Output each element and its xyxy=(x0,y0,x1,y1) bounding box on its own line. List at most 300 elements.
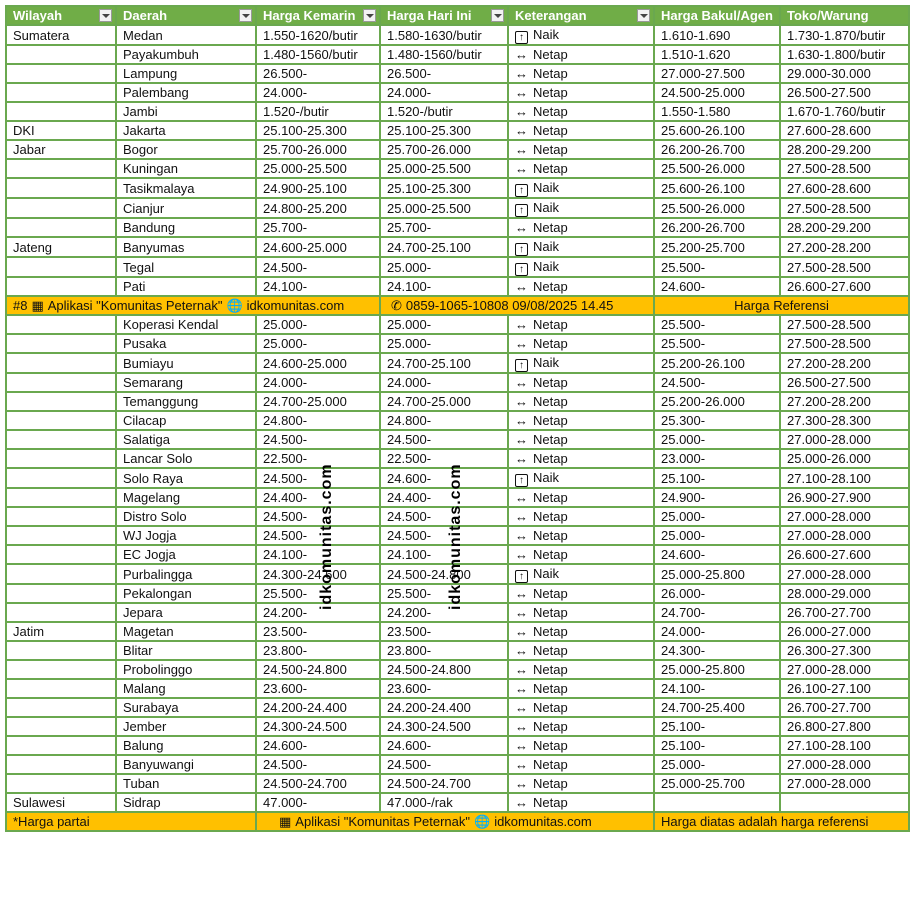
wilayah-cell[interactable] xyxy=(6,353,116,373)
wilayah-cell[interactable] xyxy=(6,411,116,430)
harga-bakul-cell[interactable]: 25.600-26.100 xyxy=(654,178,780,198)
daerah-cell[interactable]: Bumiayu xyxy=(116,353,256,373)
daerah-cell[interactable]: Tuban xyxy=(116,774,256,793)
daerah-cell[interactable]: Jepara xyxy=(116,603,256,622)
wilayah-cell[interactable]: Sumatera xyxy=(6,25,116,45)
filter-dropdown-icon[interactable] xyxy=(99,9,112,22)
harga-bakul-cell[interactable]: 25.200-25.700 xyxy=(654,237,780,257)
daerah-cell[interactable]: Cilacap xyxy=(116,411,256,430)
keterangan-cell[interactable]: ↔ Netap xyxy=(508,793,654,812)
harga-kemarin-cell[interactable]: 24.500- xyxy=(256,430,380,449)
toko-warung-cell[interactable]: 26.600-27.600 xyxy=(780,277,909,296)
toko-warung-cell[interactable]: 29.000-30.000 xyxy=(780,64,909,83)
toko-warung-cell[interactable] xyxy=(780,793,909,812)
toko-warung-cell[interactable]: 26.700-27.700 xyxy=(780,603,909,622)
keterangan-cell[interactable]: ↔ Netap xyxy=(508,218,654,237)
harga-bakul-cell[interactable]: 1.550-1.580 xyxy=(654,102,780,121)
wilayah-cell[interactable]: DKI xyxy=(6,121,116,140)
harga-bakul-cell[interactable]: 24.700- xyxy=(654,603,780,622)
harga-hari-ini-cell[interactable]: 25.500- xyxy=(380,584,508,603)
harga-kemarin-cell[interactable]: 24.300-24.500 xyxy=(256,717,380,736)
harga-bakul-cell[interactable]: 25.300- xyxy=(654,411,780,430)
daerah-cell[interactable]: Bogor xyxy=(116,140,256,159)
harga-hari-ini-cell[interactable]: 25.000-25.500 xyxy=(380,159,508,178)
keterangan-cell[interactable]: ↔ Netap xyxy=(508,660,654,679)
harga-kemarin-cell[interactable]: 24.100- xyxy=(256,545,380,564)
harga-kemarin-cell[interactable]: 24.600-25.000 xyxy=(256,353,380,373)
harga-hari-ini-cell[interactable]: 24.600- xyxy=(380,468,508,488)
table-row xyxy=(6,774,909,793)
keterangan-cell[interactable]: ↔ Netap xyxy=(508,449,654,468)
harga-kemarin-cell[interactable]: 25.000- xyxy=(256,334,380,353)
harga-kemarin-cell[interactable]: 25.700-26.000 xyxy=(256,140,380,159)
toko-warung-cell[interactable]: 27.300-28.300 xyxy=(780,411,909,430)
harga-bakul-cell[interactable]: 26.200-26.700 xyxy=(654,218,780,237)
harga-bakul-cell[interactable]: 25.200-26.100 xyxy=(654,353,780,373)
wilayah-cell[interactable] xyxy=(6,660,116,679)
harga-hari-ini-cell[interactable]: 24.500-24.800 xyxy=(380,660,508,679)
harga-hari-ini-cell[interactable]: 23.500- xyxy=(380,622,508,641)
wilayah-cell[interactable] xyxy=(6,774,116,793)
keterangan-cell[interactable]: ↔ Netap xyxy=(508,430,654,449)
daerah-cell[interactable]: Banyumas xyxy=(116,237,256,257)
wilayah-cell[interactable] xyxy=(6,315,116,334)
keterangan-cell[interactable]: ↔ Netap xyxy=(508,507,654,526)
wilayah-cell[interactable]: Jabar xyxy=(6,140,116,159)
daerah-cell[interactable]: Temanggung xyxy=(116,392,256,411)
toko-warung-cell[interactable]: 26.700-27.700 xyxy=(780,698,909,717)
harga-hari-ini-cell[interactable]: 47.000-/rak xyxy=(380,793,508,812)
harga-hari-ini-cell[interactable]: 24.700-25.100 xyxy=(380,237,508,257)
toko-warung-cell[interactable]: 27.500-28.500 xyxy=(780,198,909,218)
harga-hari-ini-cell[interactable]: 24.500- xyxy=(380,755,508,774)
harga-kemarin-cell[interactable]: 1.480-1560/butir xyxy=(256,45,380,64)
harga-hari-ini-cell[interactable]: 24.500-24.700 xyxy=(380,774,508,793)
harga-kemarin-cell[interactable]: 24.700-25.000 xyxy=(256,392,380,411)
table-row xyxy=(6,622,909,641)
harga-kemarin-cell[interactable]: 24.000- xyxy=(256,373,380,392)
toko-warung-cell[interactable]: 27.000-28.000 xyxy=(780,507,909,526)
wilayah-cell[interactable] xyxy=(6,102,116,121)
daerah-cell[interactable]: Purbalingga xyxy=(116,564,256,584)
harga-bakul-cell[interactable]: 24.600- xyxy=(654,277,780,296)
toko-warung-cell[interactable]: 27.000-28.000 xyxy=(780,660,909,679)
keterangan-cell[interactable]: ↑ Naik xyxy=(508,237,654,257)
wilayah-cell[interactable] xyxy=(6,507,116,526)
harga-bakul-cell[interactable]: 25.200-26.000 xyxy=(654,392,780,411)
daerah-cell[interactable]: Cianjur xyxy=(116,198,256,218)
harga-hari-ini-cell[interactable]: 1.480-1560/butir xyxy=(380,45,508,64)
harga-hari-ini-cell[interactable]: 25.100-25.300 xyxy=(380,121,508,140)
toko-warung-cell[interactable]: 27.600-28.600 xyxy=(780,178,909,198)
toko-warung-cell[interactable]: 1.670-1.760/butir xyxy=(780,102,909,121)
harga-bakul-cell[interactable]: 27.000-27.500 xyxy=(654,64,780,83)
filter-dropdown-icon[interactable] xyxy=(637,9,650,22)
keterangan-cell[interactable]: ↔ Netap xyxy=(508,526,654,545)
keterangan-cell[interactable]: ↔ Netap xyxy=(508,315,654,334)
daerah-cell[interactable]: Jakarta xyxy=(116,121,256,140)
filter-dropdown-icon[interactable] xyxy=(491,9,504,22)
harga-bakul-cell[interactable]: 25.000- xyxy=(654,430,780,449)
harga-hari-ini-cell[interactable]: 24.200-24.400 xyxy=(380,698,508,717)
harga-kemarin-cell[interactable]: 24.200- xyxy=(256,603,380,622)
toko-warung-cell[interactable]: 27.100-28.100 xyxy=(780,468,909,488)
harga-hari-ini-cell[interactable]: 25.000- xyxy=(380,257,508,277)
wilayah-cell[interactable] xyxy=(6,449,116,468)
harga-hari-ini-cell[interactable]: 24.500- xyxy=(380,430,508,449)
harga-hari-ini-cell[interactable]: 24.200- xyxy=(380,603,508,622)
wilayah-cell[interactable] xyxy=(6,392,116,411)
wilayah-cell[interactable] xyxy=(6,178,116,198)
harga-kemarin-cell[interactable]: 24.200-24.400 xyxy=(256,698,380,717)
keterangan-cell[interactable]: ↔ Netap xyxy=(508,83,654,102)
keterangan-cell[interactable]: ↑ Naik xyxy=(508,564,654,584)
harga-bakul-cell[interactable]: 24.000- xyxy=(654,622,780,641)
toko-warung-cell[interactable]: 27.200-28.200 xyxy=(780,237,909,257)
keterangan-cell[interactable]: ↑ Naik xyxy=(508,468,654,488)
daerah-cell[interactable]: Probolinggo xyxy=(116,660,256,679)
daerah-cell[interactable]: Pekalongan xyxy=(116,584,256,603)
wilayah-cell[interactable] xyxy=(6,717,116,736)
table-row xyxy=(6,392,909,411)
keterangan-cell[interactable]: ↔ Netap xyxy=(508,373,654,392)
harga-bakul-cell[interactable]: 24.100- xyxy=(654,679,780,698)
toko-warung-cell[interactable]: 27.000-28.000 xyxy=(780,755,909,774)
wilayah-cell[interactable] xyxy=(6,198,116,218)
harga-kemarin-cell[interactable]: 24.300-24.600 xyxy=(256,564,380,584)
harga-kemarin-cell[interactable]: 26.500- xyxy=(256,64,380,83)
harga-kemarin-cell[interactable]: 24.800-25.200 xyxy=(256,198,380,218)
daerah-cell[interactable]: Bandung xyxy=(116,218,256,237)
daerah-cell[interactable]: Balung xyxy=(116,736,256,755)
keterangan-cell[interactable]: ↔ Netap xyxy=(508,736,654,755)
keterangan-cell[interactable]: ↔ Netap xyxy=(508,488,654,507)
daerah-cell[interactable]: Pati xyxy=(116,277,256,296)
keterangan-cell[interactable]: ↑ Naik xyxy=(508,257,654,277)
toko-warung-cell[interactable]: 27.200-28.200 xyxy=(780,353,909,373)
harga-kemarin-cell[interactable]: 23.500- xyxy=(256,622,380,641)
filter-dropdown-icon[interactable] xyxy=(363,9,376,22)
keterangan-cell[interactable]: ↔ Netap xyxy=(508,121,654,140)
harga-hari-ini-cell[interactable]: 23.600- xyxy=(380,679,508,698)
harga-kemarin-cell[interactable]: 25.700- xyxy=(256,218,380,237)
harga-bakul-cell[interactable]: 25.500- xyxy=(654,315,780,334)
toko-warung-cell[interactable]: 26.900-27.900 xyxy=(780,488,909,507)
keterangan-cell[interactable]: ↔ Netap xyxy=(508,622,654,641)
harga-kemarin-cell[interactable]: 24.500- xyxy=(256,507,380,526)
toko-warung-cell[interactable]: 28.200-29.200 xyxy=(780,218,909,237)
harga-bakul-cell[interactable]: 25.500-26.000 xyxy=(654,198,780,218)
wilayah-cell[interactable] xyxy=(6,468,116,488)
harga-kemarin-cell[interactable]: 47.000- xyxy=(256,793,380,812)
harga-bakul-cell[interactable]: 1.510-1.620 xyxy=(654,45,780,64)
keterangan-cell[interactable]: ↔ Netap xyxy=(508,698,654,717)
toko-warung-cell[interactable]: 27.500-28.500 xyxy=(780,315,909,334)
harga-kemarin-cell[interactable]: 23.800- xyxy=(256,641,380,660)
keterangan-cell[interactable]: ↔ Netap xyxy=(508,159,654,178)
wilayah-cell[interactable] xyxy=(6,755,116,774)
harga-hari-ini-cell[interactable]: 24.800- xyxy=(380,411,508,430)
keterangan-cell[interactable]: ↔ Netap xyxy=(508,717,654,736)
harga-kemarin-cell[interactable]: 24.600-25.000 xyxy=(256,237,380,257)
harga-bakul-cell[interactable]: 24.700-25.400 xyxy=(654,698,780,717)
daerah-cell[interactable]: Jember xyxy=(116,717,256,736)
harga-bakul-cell[interactable]: 25.500- xyxy=(654,257,780,277)
daerah-cell[interactable]: Lampung xyxy=(116,64,256,83)
daerah-cell[interactable]: Semarang xyxy=(116,373,256,392)
keterangan-cell[interactable]: ↔ Netap xyxy=(508,64,654,83)
harga-kemarin-cell[interactable]: 24.800- xyxy=(256,411,380,430)
keterangan-cell[interactable]: ↑ Naik xyxy=(508,353,654,373)
daerah-cell[interactable]: Koperasi Kendal xyxy=(116,315,256,334)
harga-kemarin-cell[interactable]: 25.500- xyxy=(256,584,380,603)
daerah-cell[interactable]: Magelang xyxy=(116,488,256,507)
harga-kemarin-cell[interactable]: 24.500- xyxy=(256,257,380,277)
toko-warung-cell[interactable]: 27.500-28.500 xyxy=(780,257,909,277)
daerah-cell[interactable]: Medan xyxy=(116,25,256,45)
wilayah-cell[interactable] xyxy=(6,679,116,698)
wilayah-cell[interactable]: Jatim xyxy=(6,622,116,641)
harga-hari-ini-cell[interactable]: 24.500-24.800 xyxy=(380,564,508,584)
keterangan-cell[interactable]: ↑ Naik xyxy=(508,178,654,198)
harga-kemarin-cell[interactable]: 24.600- xyxy=(256,736,380,755)
harga-bakul-cell[interactable]: 25.100- xyxy=(654,717,780,736)
harga-bakul-cell[interactable]: 25.500- xyxy=(654,334,780,353)
harga-bakul-cell[interactable]: 26.200-26.700 xyxy=(654,140,780,159)
footer-row xyxy=(6,812,909,831)
harga-hari-ini-cell[interactable]: 25.000- xyxy=(380,334,508,353)
harga-hari-ini-cell[interactable]: 25.000- xyxy=(380,315,508,334)
harga-hari-ini-cell[interactable]: 25.100-25.300 xyxy=(380,178,508,198)
daerah-cell[interactable]: Lancar Solo xyxy=(116,449,256,468)
toko-warung-cell[interactable]: 27.000-28.000 xyxy=(780,430,909,449)
arrow-left-right-icon: ↔ xyxy=(515,662,528,677)
filter-dropdown-icon[interactable] xyxy=(239,9,252,22)
harga-bakul-cell[interactable]: 23.000- xyxy=(654,449,780,468)
daerah-cell[interactable]: WJ Jogja xyxy=(116,526,256,545)
table-row xyxy=(6,353,909,373)
wilayah-cell[interactable] xyxy=(6,45,116,64)
harga-hari-ini-cell[interactable]: 24.000- xyxy=(380,373,508,392)
daerah-cell[interactable]: Palembang xyxy=(116,83,256,102)
daerah-cell[interactable]: Malang xyxy=(116,679,256,698)
wilayah-cell[interactable] xyxy=(6,218,116,237)
keterangan-cell[interactable]: ↔ Netap xyxy=(508,679,654,698)
harga-hari-ini-cell[interactable]: 24.400- xyxy=(380,488,508,507)
wilayah-cell[interactable]: Jateng xyxy=(6,237,116,257)
toko-warung-cell[interactable]: 27.000-28.000 xyxy=(780,564,909,584)
harga-kemarin-cell[interactable]: 24.500- xyxy=(256,526,380,545)
harga-bakul-cell[interactable]: 24.600- xyxy=(654,545,780,564)
toko-warung-cell[interactable]: 26.600-27.600 xyxy=(780,545,909,564)
wilayah-cell[interactable] xyxy=(6,584,116,603)
wilayah-cell[interactable] xyxy=(6,641,116,660)
harga-bakul-cell[interactable]: 25.100- xyxy=(654,736,780,755)
arrow-up-icon: ↑ xyxy=(515,204,528,217)
harga-kemarin-cell[interactable]: 24.500-24.800 xyxy=(256,660,380,679)
keterangan-cell[interactable]: ↔ Netap xyxy=(508,102,654,121)
harga-bakul-cell[interactable]: 25.000-25.700 xyxy=(654,774,780,793)
harga-bakul-cell[interactable]: 1.610-1.690 xyxy=(654,25,780,45)
toko-warung-cell[interactable]: 27.200-28.200 xyxy=(780,392,909,411)
daerah-cell[interactable]: Tegal xyxy=(116,257,256,277)
keterangan-cell[interactable]: ↔ Netap xyxy=(508,603,654,622)
toko-warung-cell[interactable]: 27.000-28.000 xyxy=(780,774,909,793)
toko-warung-cell[interactable]: 26.000-27.000 xyxy=(780,622,909,641)
wilayah-cell[interactable] xyxy=(6,736,116,755)
toko-warung-cell[interactable]: 27.000-28.000 xyxy=(780,526,909,545)
harga-bakul-cell[interactable]: 25.100- xyxy=(654,468,780,488)
wilayah-cell[interactable] xyxy=(6,488,116,507)
harga-kemarin-cell[interactable]: 24.500- xyxy=(256,468,380,488)
harga-bakul-cell[interactable]: 24.300- xyxy=(654,641,780,660)
col-header-toko-warung: Toko/Warung xyxy=(780,6,909,25)
harga-bakul-cell[interactable]: 25.000-25.800 xyxy=(654,564,780,584)
daerah-cell[interactable]: EC Jogja xyxy=(116,545,256,564)
harga-hari-ini-cell[interactable]: 1.580-1630/butir xyxy=(380,25,508,45)
harga-bakul-cell[interactable]: 25.000- xyxy=(654,507,780,526)
harga-bakul-cell[interactable]: 25.600-26.100 xyxy=(654,121,780,140)
daerah-cell[interactable]: Tasikmalaya xyxy=(116,178,256,198)
harga-hari-ini-cell[interactable]: 1.520-/butir xyxy=(380,102,508,121)
harga-bakul-cell[interactable] xyxy=(654,793,780,812)
harga-hari-ini-cell[interactable]: 24.000- xyxy=(380,83,508,102)
wilayah-cell[interactable] xyxy=(6,159,116,178)
toko-warung-cell[interactable]: 26.500-27.500 xyxy=(780,373,909,392)
harga-kemarin-cell[interactable]: 24.500-24.700 xyxy=(256,774,380,793)
harga-kemarin-cell[interactable]: 25.100-25.300 xyxy=(256,121,380,140)
keterangan-cell[interactable]: ↔ Netap xyxy=(508,545,654,564)
toko-warung-cell[interactable]: 1.730-1.870/butir xyxy=(780,25,909,45)
keterangan-cell[interactable]: ↔ Netap xyxy=(508,584,654,603)
wilayah-cell[interactable] xyxy=(6,257,116,277)
harga-bakul-cell[interactable]: 25.000-25.800 xyxy=(654,660,780,679)
keterangan-cell[interactable]: ↔ Netap xyxy=(508,755,654,774)
wilayah-cell[interactable]: Sulawesi xyxy=(6,793,116,812)
arrow-left-right-icon: ↔ xyxy=(515,47,528,62)
wilayah-cell[interactable] xyxy=(6,430,116,449)
harga-hari-ini-cell[interactable]: 25.000-25.500 xyxy=(380,198,508,218)
toko-warung-cell[interactable]: 27.600-28.600 xyxy=(780,121,909,140)
harga-hari-ini-cell[interactable]: 22.500- xyxy=(380,449,508,468)
keterangan-cell[interactable]: ↔ Netap xyxy=(508,392,654,411)
wilayah-cell[interactable] xyxy=(6,83,116,102)
toko-warung-cell[interactable]: 27.100-28.100 xyxy=(780,736,909,755)
keterangan-cell[interactable]: ↔ Netap xyxy=(508,641,654,660)
keterangan-cell[interactable]: ↔ Netap xyxy=(508,334,654,353)
daerah-cell[interactable]: Pusaka xyxy=(116,334,256,353)
arrow-left-right-icon: ↔ xyxy=(515,161,528,176)
daerah-cell[interactable]: Magetan xyxy=(116,622,256,641)
toko-warung-cell[interactable]: 1.630-1.800/butir xyxy=(780,45,909,64)
daerah-cell[interactable]: Banyuwangi xyxy=(116,755,256,774)
arrow-left-right-icon: ↔ xyxy=(515,336,528,351)
harga-hari-ini-cell[interactable]: 24.600- xyxy=(380,736,508,755)
harga-bakul-cell[interactable]: 25.500-26.000 xyxy=(654,159,780,178)
arrow-left-right-icon: ↔ xyxy=(515,738,528,753)
toko-warung-cell[interactable]: 27.500-28.500 xyxy=(780,334,909,353)
harga-hari-ini-cell[interactable]: 23.800- xyxy=(380,641,508,660)
arrow-left-right-icon: ↔ xyxy=(515,104,528,119)
keterangan-cell[interactable]: ↑ Naik xyxy=(508,25,654,45)
harga-hari-ini-cell[interactable]: 25.700- xyxy=(380,218,508,237)
toko-warung-cell[interactable]: 26.300-27.300 xyxy=(780,641,909,660)
wilayah-cell[interactable] xyxy=(6,603,116,622)
harga-kemarin-cell[interactable]: 22.500- xyxy=(256,449,380,468)
harga-hari-ini-cell[interactable]: 25.700-26.000 xyxy=(380,140,508,159)
harga-bakul-cell[interactable]: 25.000- xyxy=(654,526,780,545)
harga-hari-ini-cell[interactable]: 24.500- xyxy=(380,507,508,526)
wilayah-cell[interactable] xyxy=(6,545,116,564)
harga-hari-ini-cell[interactable]: 24.500- xyxy=(380,526,508,545)
daerah-cell[interactable]: Blitar xyxy=(116,641,256,660)
wilayah-cell[interactable] xyxy=(6,698,116,717)
arrow-left-right-icon: ↔ xyxy=(515,279,528,294)
harga-kemarin-cell[interactable]: 24.400- xyxy=(256,488,380,507)
toko-warung-cell[interactable]: 26.800-27.800 xyxy=(780,717,909,736)
wilayah-cell[interactable] xyxy=(6,526,116,545)
keterangan-cell[interactable]: ↔ Netap xyxy=(508,277,654,296)
daerah-cell[interactable]: Jambi xyxy=(116,102,256,121)
harga-kemarin-cell[interactable]: 24.100- xyxy=(256,277,380,296)
daerah-cell[interactable]: Kuningan xyxy=(116,159,256,178)
keterangan-cell[interactable]: ↔ Netap xyxy=(508,140,654,159)
harga-hari-ini-cell[interactable]: 24.300-24.500 xyxy=(380,717,508,736)
harga-kemarin-cell[interactable]: 1.520-/butir xyxy=(256,102,380,121)
harga-kemarin-cell[interactable]: 1.550-1620/butir xyxy=(256,25,380,45)
toko-warung-cell[interactable]: 26.100-27.100 xyxy=(780,679,909,698)
harga-bakul-cell[interactable]: 25.000- xyxy=(654,755,780,774)
daerah-cell[interactable]: Solo Raya xyxy=(116,468,256,488)
daerah-cell[interactable]: Sidrap xyxy=(116,793,256,812)
harga-bakul-cell[interactable]: 24.500-25.000 xyxy=(654,83,780,102)
toko-warung-cell[interactable]: 25.000-26.000 xyxy=(780,449,909,468)
daerah-cell[interactable]: Surabaya xyxy=(116,698,256,717)
daerah-cell[interactable]: Salatiga xyxy=(116,430,256,449)
keterangan-cell[interactable]: ↔ Netap xyxy=(508,45,654,64)
daerah-cell[interactable]: Distro Solo xyxy=(116,507,256,526)
toko-warung-cell[interactable]: 28.000-29.000 xyxy=(780,584,909,603)
keterangan-cell[interactable]: ↔ Netap xyxy=(508,774,654,793)
daerah-cell[interactable]: Payakumbuh xyxy=(116,45,256,64)
toko-warung-cell[interactable]: 26.500-27.500 xyxy=(780,83,909,102)
toko-warung-cell[interactable]: 27.500-28.500 xyxy=(780,159,909,178)
keterangan-cell[interactable]: ↑ Naik xyxy=(508,198,654,218)
harga-kemarin-cell[interactable]: 24.500- xyxy=(256,755,380,774)
harga-kemarin-cell[interactable]: 24.000- xyxy=(256,83,380,102)
harga-kemarin-cell[interactable]: 25.000-25.500 xyxy=(256,159,380,178)
wilayah-cell[interactable] xyxy=(6,373,116,392)
harga-kemarin-cell[interactable]: 23.600- xyxy=(256,679,380,698)
keterangan-cell[interactable]: ↔ Netap xyxy=(508,411,654,430)
harga-hari-ini-cell[interactable]: 24.100- xyxy=(380,545,508,564)
wilayah-cell[interactable] xyxy=(6,64,116,83)
wilayah-cell[interactable] xyxy=(6,334,116,353)
harga-hari-ini-cell[interactable]: 24.100- xyxy=(380,277,508,296)
wilayah-cell[interactable] xyxy=(6,564,116,584)
harga-bakul-cell[interactable]: 26.000- xyxy=(654,584,780,603)
toko-warung-cell[interactable]: 28.200-29.200 xyxy=(780,140,909,159)
harga-hari-ini-cell[interactable]: 24.700-25.100 xyxy=(380,353,508,373)
wilayah-cell[interactable] xyxy=(6,277,116,296)
harga-hari-ini-cell[interactable]: 24.700-25.000 xyxy=(380,392,508,411)
harga-bakul-cell[interactable]: 24.500- xyxy=(654,373,780,392)
harga-kemarin-cell[interactable]: 25.000- xyxy=(256,315,380,334)
harga-bakul-cell[interactable]: 24.900- xyxy=(654,488,780,507)
harga-kemarin-cell[interactable]: 24.900-25.100 xyxy=(256,178,380,198)
table-row xyxy=(6,793,909,812)
harga-hari-ini-cell[interactable]: 26.500- xyxy=(380,64,508,83)
